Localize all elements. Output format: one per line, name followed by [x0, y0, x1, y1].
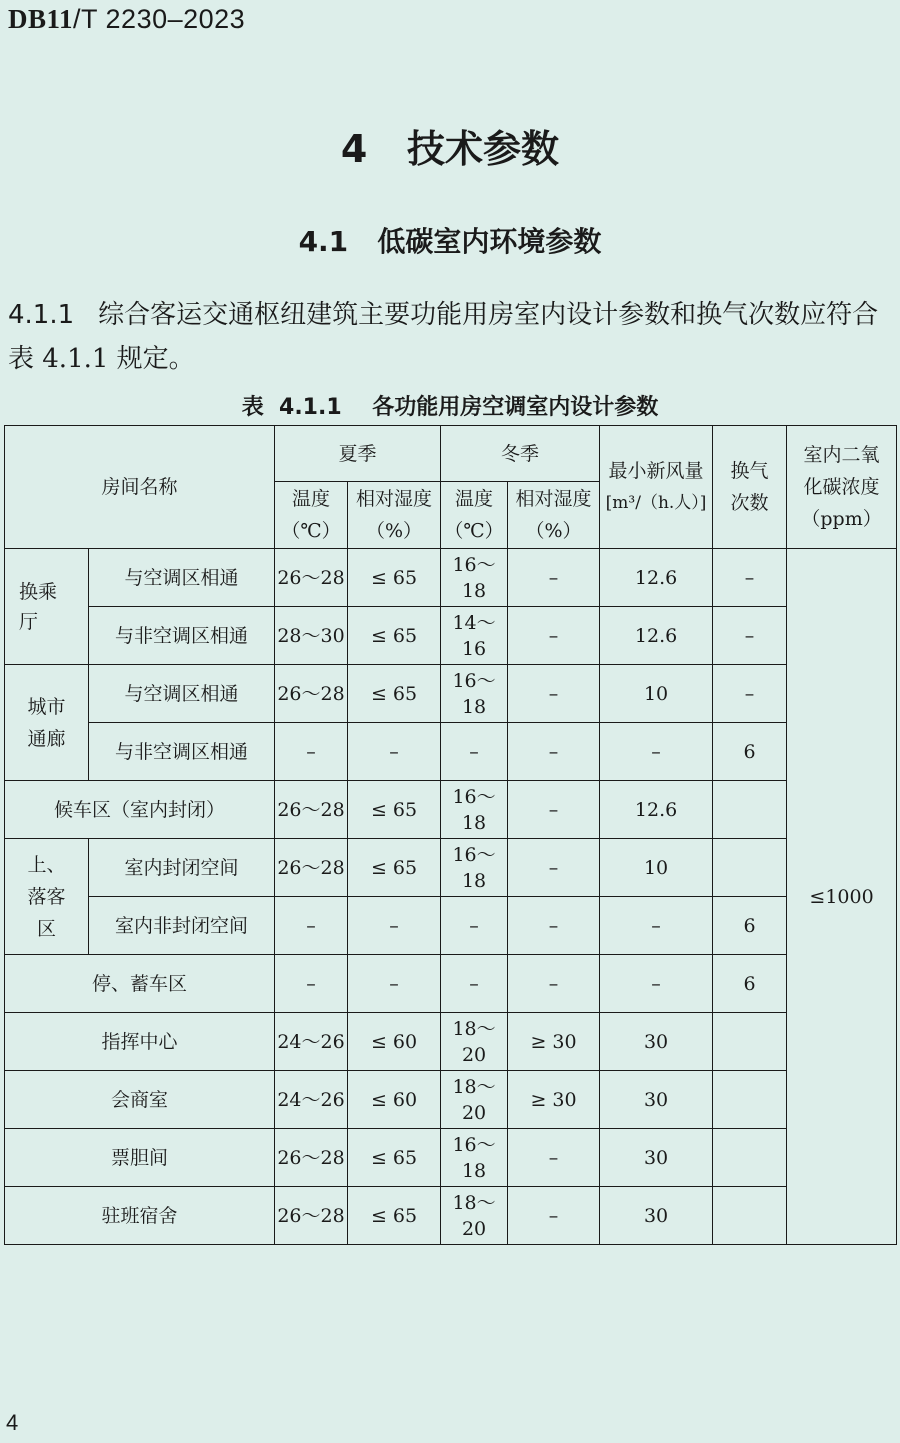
winter-humidity: –	[508, 607, 600, 665]
summer-temp: –	[275, 723, 348, 781]
summer-temp: 26～28	[275, 1129, 348, 1187]
header-summer-humidity	[348, 482, 441, 549]
row-name: 票胆间	[5, 1129, 275, 1187]
air-changes: –	[713, 665, 787, 723]
winter-temp: 16～18	[441, 665, 508, 723]
summer-humidity: –	[348, 955, 441, 1013]
air-changes	[713, 839, 787, 897]
winter-temp: –	[441, 897, 508, 955]
row-name: 与空调区相通	[89, 665, 275, 723]
row-name: 驻班宿舍	[5, 1187, 275, 1245]
header-ach-line2: 次数	[730, 492, 769, 514]
parameters-table	[4, 425, 897, 1245]
air-changes: 6	[713, 897, 787, 955]
header-fresh-air-line2: [m³/（h.人）]	[605, 493, 707, 513]
fresh-air: 12.6	[600, 607, 713, 665]
summer-temp: –	[275, 955, 348, 1013]
summer-temp: 26～28	[275, 665, 348, 723]
winter-temp: 16～18	[441, 549, 508, 607]
header-humidity-unit: （%）	[525, 520, 582, 542]
summer-humidity: ≤ 65	[348, 781, 441, 839]
header-room-name: 房间名称	[5, 426, 275, 549]
header-humidity-label: 相对湿度	[515, 488, 592, 510]
winter-temp: 16～18	[441, 839, 508, 897]
table-row	[5, 549, 897, 607]
winter-humidity: –	[508, 897, 600, 955]
winter-temp: –	[441, 723, 508, 781]
fresh-air: 30	[600, 1013, 713, 1071]
air-changes: 6	[713, 723, 787, 781]
header-temp-label: 温度	[292, 488, 331, 510]
summer-humidity: ≤ 65	[348, 607, 441, 665]
fresh-air: –	[600, 723, 713, 781]
row-name: 与非空调区相通	[89, 607, 275, 665]
header-summer-temp	[275, 482, 348, 549]
row-name: 会商室	[5, 1071, 275, 1129]
table-row	[5, 781, 897, 839]
header-summer: 夏季	[275, 426, 441, 482]
header-co2-line1: 室内二氧	[803, 444, 880, 466]
fresh-air: 10	[600, 665, 713, 723]
summer-temp: –	[275, 897, 348, 955]
row-name: 与非空调区相通	[89, 723, 275, 781]
co2-limit: ≤1000	[787, 549, 897, 1245]
air-changes: –	[713, 607, 787, 665]
header-temp-unit: （℃）	[281, 520, 341, 542]
summer-temp: 24～26	[275, 1071, 348, 1129]
summer-humidity: ≤ 65	[348, 549, 441, 607]
table-caption: 表 4.1.1 各功能用房空调室内设计参数	[241, 395, 659, 420]
header-winter: 冬季	[441, 426, 600, 482]
header-temp-label: 温度	[455, 488, 494, 510]
summer-humidity: ≤ 65	[348, 665, 441, 723]
fresh-air: 30	[600, 1071, 713, 1129]
row-name: 室内非封闭空间	[89, 897, 275, 955]
winter-temp: 14～16	[441, 607, 508, 665]
fresh-air: –	[600, 897, 713, 955]
summer-temp: 28～30	[275, 607, 348, 665]
header-temp-unit: （℃）	[444, 520, 504, 542]
header-winter-temp	[441, 482, 508, 549]
winter-humidity: ≥ 30	[508, 1071, 600, 1129]
winter-temp: 18～20	[441, 1187, 508, 1245]
fresh-air: 10	[600, 839, 713, 897]
fresh-air: –	[600, 955, 713, 1013]
table-row	[5, 1071, 897, 1129]
summer-temp: 26～28	[275, 549, 348, 607]
winter-temp: 18～20	[441, 1013, 508, 1071]
air-changes: –	[713, 549, 787, 607]
summer-temp: 24～26	[275, 1013, 348, 1071]
fresh-air: 30	[600, 1187, 713, 1245]
row-name: 与空调区相通	[89, 549, 275, 607]
clause-number: 4.1.1	[8, 300, 75, 330]
winter-humidity: –	[508, 665, 600, 723]
summer-temp: 26～28	[275, 839, 348, 897]
winter-temp: 18～20	[441, 1071, 508, 1129]
winter-humidity: –	[508, 781, 600, 839]
summer-humidity: ≤ 60	[348, 1071, 441, 1129]
fresh-air: 30	[600, 1129, 713, 1187]
summer-temp: 26～28	[275, 1187, 348, 1245]
winter-humidity: –	[508, 723, 600, 781]
section-title: 4.1 低碳室内环境参数	[298, 225, 602, 258]
air-changes: 6	[713, 955, 787, 1013]
group-city-corridor: 城市通廊	[5, 665, 89, 781]
winter-humidity: ≥ 30	[508, 1013, 600, 1071]
summer-humidity: –	[348, 897, 441, 955]
air-changes	[713, 1071, 787, 1129]
clause-text: 综合客运交通枢纽建筑主要功能用房室内设计参数和换气次数应符合表 4.1.1 规定。	[8, 300, 879, 374]
header-fresh-air-line1: 最小新风量	[608, 460, 704, 482]
document-id	[8, 4, 245, 35]
winter-humidity: –	[508, 1187, 600, 1245]
clause-paragraph	[8, 293, 893, 381]
row-name: 停、蓄车区	[5, 955, 275, 1013]
group-transfer-hall: 换乘厅	[5, 549, 89, 665]
header-fresh-air	[600, 426, 713, 549]
winter-temp: 16～18	[441, 1129, 508, 1187]
summer-humidity: ≤ 65	[348, 1129, 441, 1187]
header-ach-line1: 换气	[730, 460, 769, 482]
header-co2	[787, 426, 897, 549]
air-changes	[713, 1129, 787, 1187]
table-row	[5, 607, 897, 665]
header-air-changes	[713, 426, 787, 549]
table-row	[5, 665, 897, 723]
winter-humidity: –	[508, 955, 600, 1013]
table-row	[5, 723, 897, 781]
winter-temp: 16～18	[441, 781, 508, 839]
header-humidity-unit: （%）	[365, 520, 423, 542]
table-row	[5, 897, 897, 955]
fresh-air: 12.6	[600, 549, 713, 607]
table-row	[5, 1187, 897, 1245]
header-co2-line2: 化碳浓度	[803, 476, 880, 498]
row-name: 候车区（室内封闭）	[5, 781, 275, 839]
row-name: 指挥中心	[5, 1013, 275, 1071]
table-row	[5, 1013, 897, 1071]
winter-humidity: –	[508, 549, 600, 607]
table-row	[5, 839, 897, 897]
air-changes	[713, 1187, 787, 1245]
summer-humidity: –	[348, 723, 441, 781]
row-name: 室内封闭空间	[89, 839, 275, 897]
summer-humidity: ≤ 60	[348, 1013, 441, 1071]
header-humidity-label: 相对湿度	[356, 488, 433, 510]
summer-temp: 26～28	[275, 781, 348, 839]
summer-humidity: ≤ 65	[348, 1187, 441, 1245]
header-winter-humidity	[508, 482, 600, 549]
winter-temp: –	[441, 955, 508, 1013]
group-boarding-area: 上、落客区	[5, 839, 89, 955]
air-changes	[713, 781, 787, 839]
table-row	[5, 955, 897, 1013]
fresh-air: 12.6	[600, 781, 713, 839]
air-changes	[713, 1013, 787, 1071]
doc-id-rest: /T 2230–2023	[73, 4, 246, 34]
summer-humidity: ≤ 65	[348, 839, 441, 897]
page-number: 4	[6, 1410, 19, 1435]
doc-id-prefix: DB11	[8, 4, 74, 34]
table-row	[5, 1129, 897, 1187]
header-co2-line3: （ppm）	[801, 508, 882, 530]
chapter-title: 4 技术参数	[340, 127, 560, 171]
winter-humidity: –	[508, 839, 600, 897]
winter-humidity: –	[508, 1129, 600, 1187]
